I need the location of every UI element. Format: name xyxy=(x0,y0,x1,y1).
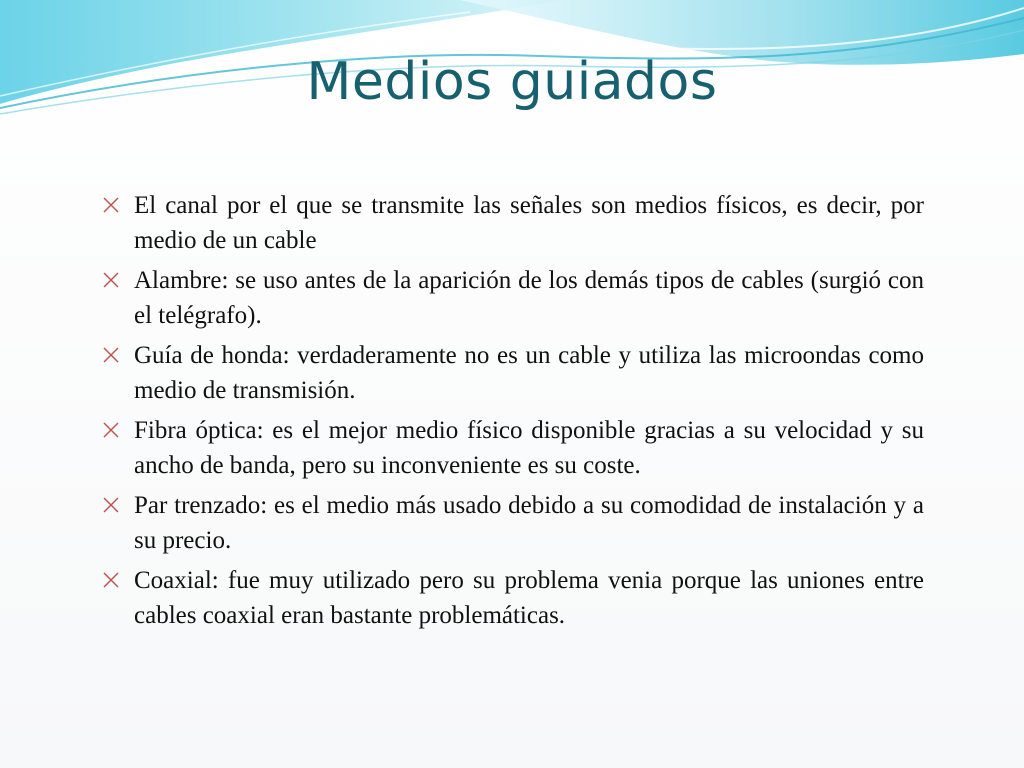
bullet-item xyxy=(100,263,924,333)
x-mark-icon xyxy=(101,270,121,290)
x-mark-icon xyxy=(101,495,121,515)
bullet-text: Fibra óptica: es el mejor medio físico disponible gracias a su velocidad y su ancho de banda, pero su inconveniente es su coste. xyxy=(134,417,924,479)
x-mark-icon xyxy=(101,345,121,365)
bullet-text: Alambre: se uso antes de la aparición de los demás tipos de cables (surgió con el telégrafo). xyxy=(134,267,924,329)
x-mark-icon xyxy=(101,570,121,590)
bullet-text: El canal por el que se transmite las señales son medios físicos, es decir, por medio de un cable xyxy=(134,192,924,254)
bullet-item xyxy=(100,488,924,558)
bullet-text: Par trenzado: es el medio más usado debido a su comodidad de instalación y a su precio. xyxy=(134,492,924,554)
slide-title: Medios guiados xyxy=(306,52,718,112)
bullet-list xyxy=(100,188,924,638)
x-mark-icon xyxy=(101,420,121,440)
bullet-item xyxy=(100,188,924,258)
bullet-text: Guía de honda: verdaderamente no es un cable y utiliza las microondas como medio de transmisión. xyxy=(134,342,924,404)
bullet-item xyxy=(100,563,924,633)
bullet-text: Coaxial: fue muy utilizado pero su problema venia porque las uniones entre cables coaxial eran bastante problemáticas. xyxy=(134,567,924,629)
x-mark-icon xyxy=(101,195,121,215)
bullet-item xyxy=(100,413,924,483)
bullet-item xyxy=(100,338,924,408)
